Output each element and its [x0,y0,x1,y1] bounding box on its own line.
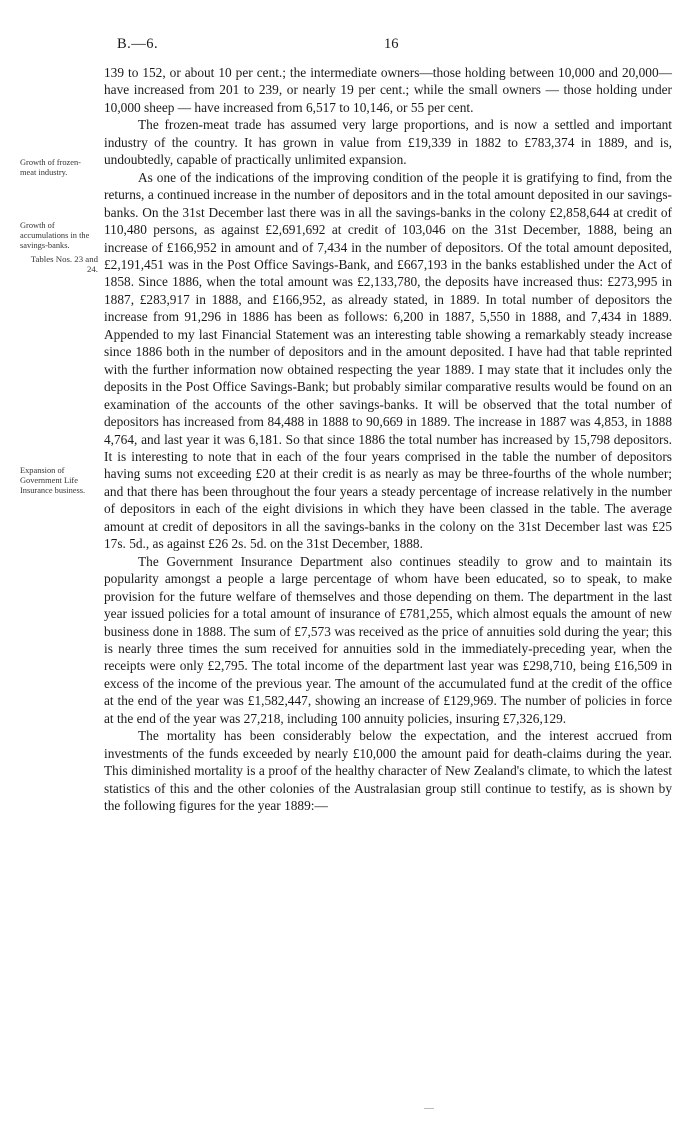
page-mark [424,1108,434,1109]
paragraph-mortality: The mortality has been considerably below the expectation, and the interest accrued from investments of the funds exceeded by nearly £10,000 the amount paid for death-claims during the year. This diminished mortality is a proof of the healthy character of New Zealand's climate, to which the latest statistics of this and the other colonies of the Australasian group still continue to testify, as is shown by the following figures for the year 1889:— [104,728,672,814]
paragraph-savings-banks: As one of the indications of the improving condition of the people it is gratifying to find, from the returns, a continued increase in the number of depositors and in the total amount deposited in our savings-banks. On the 31st December last there was in all the savings-banks in the colony £2,858,644 at credit of 110,480 persons, as against £2,691,692 at credit of 103,046 on the 31st December, 1888, being an increase of £166,952 in amount and of 7,434 in the number of depositors. Of the total amount deposited, £2,191,451 was in the Post Office Savings-Bank, and £667,193 in the banks established under the Act of 1858. Since 1886, when the total amount was £2,133,780, the deposits have increased thus: £273,995 in 1887, £283,917 in 1888, and £166,952, as already stated, in 1889. In total number of depositors the increase from 91,296 in 1886 has been as follows: 6,200 in 1887, 5,550 in 1888, and 7,434 in 1889. Appended to my last Financial Statement was an interesting table showing a remarkably steady increase since 1886 both in the number of depositors and in the amount deposited. I have had that table reprinted with the further information now obtained respecting the year 1889. I may state that it includes only the deposits in the Post Office Savings-Bank; but probably similar comparative results would be found on an examination of the accounts of the other savings-banks. It will be observed that the total number of depositors has increased from 84,488 in 1888 to 90,669 in 1889. The increase in 1887 was 4,853, in 1888 4,764, and last year it was 6,181. So that since 1886 the total number has increased by 15,798 depositors. It is interesting to note that in each of the four years comprised in the table the number of depositors having sums not exceeding £20 at their credit is as nearly as may be three-fourths of the whole number; and that there has been throughout the four years a steady percentage of increase relatively in the number of depositors in each of the eight divisions in which they have been classed in the table. The average amount at credit of depositors in all the savings-banks in the colony on the 31st December last was £25 17s. 5d., as against £26 2s. 5d. on the 31st December, 1888. [104,169,672,552]
margin-note-tables: Tables Nos. 23 and 24. [30,254,98,275]
paragraph-frozen-meat: The frozen-meat trade has assumed very large proportions, and is now a settled and important industry of the country. It has grown in value from £19,339 in 1882 to £783,374 in 1889, and is, undoubtedly, capable of practically unlimited expansion. [104,117,672,168]
document-reference: B.—6. [117,36,159,52]
paragraph-sheep-owners: 139 to 152, or about 10 per cent.; the intermediate owners—those holding between 10,000 and 20,000—have increased from 201 to 239, or nearly 19 per cent.; while the small owners — those holding under 10,000 sheep — have increased from 6,517 to 10,146, or 55 per cent. [104,65,672,115]
body-text [104,64,672,814]
page-number: 16 [384,36,399,52]
margin-note-insurance: Expansion of Government Life Insurance business. [20,466,86,496]
margin-note-frozen-meat: Growth of frozen-meat industry. [20,158,81,178]
paragraph-insurance: The Government Insurance Department also continues steadily to grow and to maintain its popularity amongst a people a large percentage of whom have been educated, so to speak, to make provision for the future welfare of themselves and those depending on them. The department in the last year issued policies for a total amount of insurance of £781,255, which almost equals the amount of new business done in 1888. The sum of £7,573 was received as the price of annuities sold during the year; this is nearly three times the sum received for annuities sold in the immediately-preceding year, when the receipts were only £2,795. The total income of the department last year was £298,710, being £16,509 in excess of the income of the previous year. The amount of the accumulated fund at the credit of the office at the end of the year was £1,582,447, showing an increase of £129,969. The number of policies in force at the end of the year was 27,218, including 100 annuity policies, insuring £7,326,129. [104,553,672,726]
margin-note-savings-banks: Growth of accumulations in the savings-banks. [20,221,90,251]
